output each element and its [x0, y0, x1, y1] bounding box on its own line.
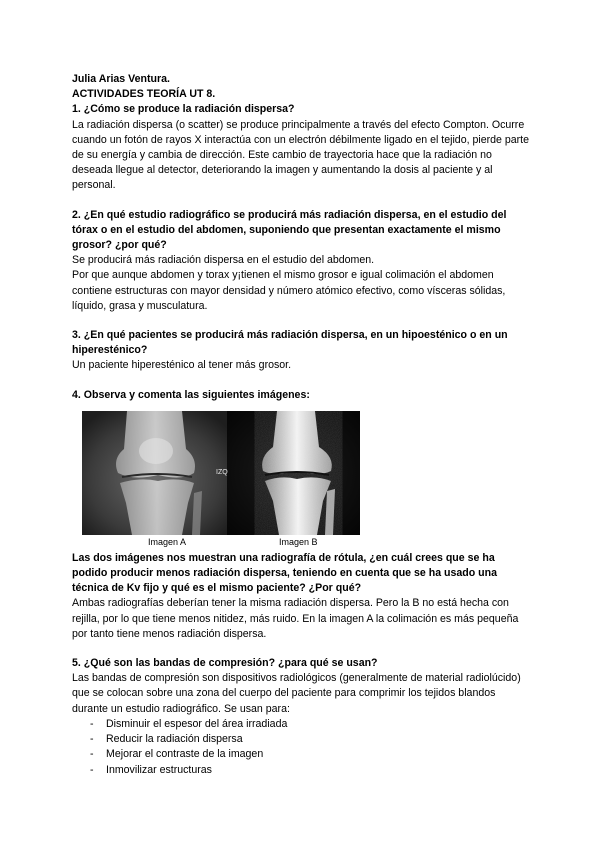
image-a-caption: Imagen A [148, 536, 187, 547]
list-item: - Mejorar el contraste de la imagen [72, 747, 532, 762]
xray-side-marker: IZQ [216, 468, 228, 476]
question-4-subquestion: Las dos imágenes nos muestran una radiografía de rótula, ¿en cuál crees que se ha podido producir menos radiación dispersa, teniendo en cuenta que se ha usado una técnica de Kv fijo y qué es el mismo paciente? ¿Por qué? [72, 551, 498, 595]
question-3-answer: Un paciente hiperesténico al tener más grosor. [72, 359, 292, 372]
question-5-title: 5. ¿Qué son las bandas de compresión? ¿para qué se usan? [72, 657, 378, 670]
list-item: - Inmovilizar estructuras [72, 763, 532, 778]
document-heading: ACTIVIDADES TEORÍA UT 8. [72, 88, 216, 101]
question-1-title: 1. ¿Cómo se produce la radiación dispersa? [72, 103, 295, 116]
xray-figure [82, 411, 362, 551]
knee-xray-image-a [82, 411, 227, 535]
author-name: Julia Arias Ventura. [72, 73, 170, 85]
list-item: - Reducir la radiación dispersa [72, 732, 532, 747]
list-item: - Disminuir el espesor del área irradiada [72, 717, 532, 732]
document-body [72, 72, 532, 778]
question-3-title: 3. ¿En qué pacientes se producirá más radiación dispersa, en un hipoesténico o en un hiperesténico? [72, 329, 508, 357]
compression-band-uses-list [72, 717, 532, 778]
question-1-answer: La radiación dispersa (o scatter) se produce principalmente a través del efecto Compton. Ocurre cuando un fotón de rayos X interactúa con un electrón débilmente ligado en el tejido, pierde parte de su energía y cambia de dirección. Este cambio de trayectoria hace que la radiación no deseada llegue al detector, deteriorando la imagen y aumentando la dosis al paciente y al personal. [72, 118, 530, 192]
question-2-answer-line-2: Por que aunque abdomen y torax y¡tienen el mismo grosor e igual colimación el abdomen contiene estructuras con mayor densidad y número atómico efectivo, como vísceras sólidas, líquido, grasa y musculatura. [72, 269, 506, 312]
question-2-title: 2. ¿En qué estudio radiográfico se producirá más radiación dispersa, en el estudio del tórax o en el estudio del abdomen, suponiendo que presentan exactamente el mismo grosor? ¿por qué? [72, 208, 507, 252]
knee-xray-image-b [227, 411, 360, 535]
question-5-answer: Las bandas de compresión son dispositivos radiológicos (generalmente de material radiolúcido) que se colocan sobre una zona del cuerpo del paciente para comprimir los tejidos blandos durante un estudio radiográfico. Se usan para: [72, 672, 521, 715]
question-4-title: 4. Observa y comenta las siguientes imágenes: [72, 388, 310, 401]
question-4-answer: Ambas radiografías deberían tener la misma radiación dispersa. Pero la B no está hecha con rejilla, por lo que tiene menos nitidez, más ruido. En la imagen A la colimación es más pequeña por tanto tiene menos radiación dispersa. [72, 597, 519, 640]
image-b-caption: Imagen B [279, 536, 318, 547]
question-2-answer-line-1: Se producirá más radiación dispersa en el estudio del abdomen. [72, 254, 375, 267]
